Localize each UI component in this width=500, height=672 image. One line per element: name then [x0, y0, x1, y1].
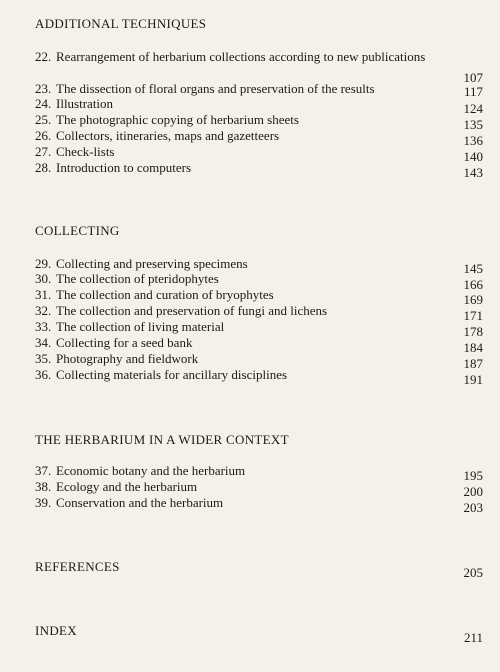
entry-number: 29. — [35, 256, 52, 271]
references-page: 205 — [463, 565, 483, 580]
entry-number: 33. — [35, 319, 52, 334]
entry-number: 34. — [35, 335, 52, 350]
entry-page: 178 — [463, 324, 483, 339]
toc-entry — [35, 49, 483, 85]
entry-title: The collection and curation of bryophytes — [56, 287, 274, 302]
entry-page: 143 — [463, 165, 483, 180]
entry-title: Rearrangement of herbarium collections according to new publications — [56, 49, 426, 64]
entry-page: 135 — [463, 117, 483, 132]
index-page: 211 — [463, 630, 483, 645]
entry-page: 191 — [463, 372, 483, 387]
entry-page: 136 — [463, 133, 483, 148]
entry-number: 35. — [35, 351, 52, 366]
entry-number: 27. — [35, 144, 52, 159]
entry-number: 30. — [35, 271, 52, 286]
entry-page: 166 — [463, 277, 483, 292]
entry-title: Collecting and preserving specimens — [56, 256, 248, 271]
entry-page: 124 — [463, 101, 483, 116]
entry-title: Collecting for a seed bank — [56, 335, 193, 350]
index-title: INDEX — [35, 623, 77, 638]
entry-number: 39. — [35, 495, 52, 510]
entry-page: 117 — [463, 84, 483, 99]
entry-title: Illustration — [56, 96, 114, 111]
section-title-wider-context: THE HERBARIUM IN A WIDER CONTEXT — [35, 432, 289, 447]
entry-page: 169 — [463, 292, 483, 307]
entry-number: 26. — [35, 128, 52, 143]
entry-number: 23. — [35, 81, 52, 96]
entry-title: The dissection of floral organs and preservation of the results — [56, 81, 375, 96]
entry-page: 200 — [463, 484, 483, 499]
entry-title: The collection of living material — [56, 319, 225, 334]
entry-page: 107 — [463, 70, 483, 85]
entry-title: Economic botany and the herbarium — [56, 463, 246, 478]
entry-title: Collecting materials for ancillary disciplines — [56, 367, 288, 382]
entry-title: Conservation and the herbarium — [56, 495, 224, 510]
references-title: REFERENCES — [35, 559, 120, 574]
entry-page: 171 — [463, 308, 483, 323]
entry-title: Photography and fieldwork — [56, 351, 199, 366]
entry-title: The collection and preservation of fungi and lichens — [56, 303, 328, 318]
entry-number: 22. — [35, 49, 52, 64]
entry-title: Collectors, itineraries, maps and gazetteers — [56, 128, 280, 143]
entry-title: Ecology and the herbarium — [56, 479, 198, 494]
entry-page: 140 — [463, 149, 483, 164]
entry-page: 187 — [463, 356, 483, 371]
entry-title: Introduction to computers — [56, 160, 192, 175]
entry-number: 31. — [35, 287, 52, 302]
entry-number: 25. — [35, 112, 52, 127]
entry-page: 145 — [463, 261, 483, 276]
entry-number: 38. — [35, 479, 52, 494]
entry-number: 32. — [35, 303, 52, 318]
entry-title: Check-lists — [56, 144, 115, 159]
section-title-collecting: COLLECTING — [35, 223, 120, 238]
entry-title: The photographic copying of herbarium sheets — [56, 112, 299, 127]
entry-number: 37. — [35, 463, 52, 478]
entry-page: 184 — [463, 340, 483, 355]
entry-title: The collection of pteridophytes — [56, 271, 219, 286]
entry-page: 195 — [463, 468, 483, 483]
entry-page: 203 — [463, 500, 483, 515]
entry-number: 24. — [35, 96, 52, 111]
entry-number: 36. — [35, 367, 52, 382]
entry-number: 28. — [35, 160, 52, 175]
section-title-additional-techniques: ADDITIONAL TECHNIQUES — [35, 16, 207, 31]
